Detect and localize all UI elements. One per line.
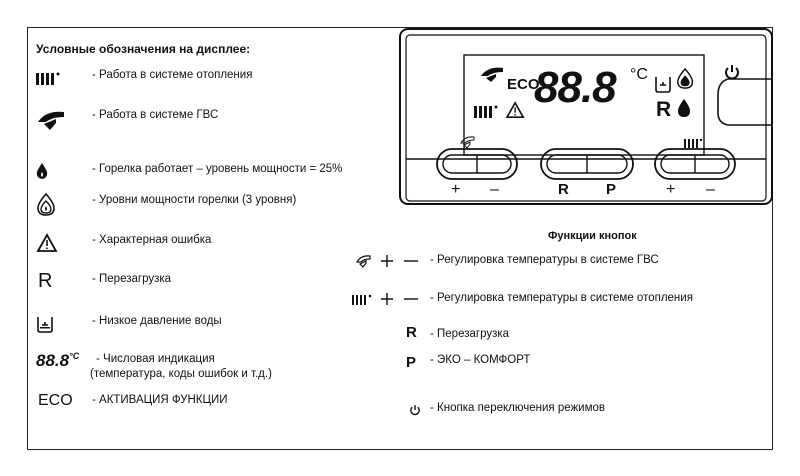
- power-icon: [722, 62, 742, 82]
- legend-text: - Уровни мощности горелки (3 уровня): [92, 194, 297, 206]
- dhw-button-icon: [460, 135, 476, 149]
- flame-small-icon: [36, 162, 86, 192]
- reset-glyph: R: [406, 324, 417, 341]
- heating-plus-label: +: [666, 181, 676, 198]
- reset-button-label: R: [558, 181, 569, 198]
- functions-title: Функции кнопок: [548, 230, 637, 242]
- heating-rocker-button[interactable]: [654, 148, 736, 180]
- dhw-minus-label: –: [490, 181, 499, 198]
- lcd-heating-icon: [474, 103, 504, 119]
- lcd-warning-icon: [505, 101, 527, 119]
- function-item-eco-comfort: [352, 354, 772, 372]
- lcd-low-pressure-icon: [654, 74, 674, 94]
- power-icon: [408, 403, 422, 417]
- lcd-reset-label: R: [656, 98, 672, 121]
- legend-title: Условные обозначения на дисплее:: [36, 42, 251, 56]
- eco-icon: ECO: [38, 392, 73, 409]
- function-item-mode: [352, 402, 772, 420]
- legend-text: - Перезагрузка: [92, 273, 172, 285]
- program-button-label: P: [606, 181, 617, 198]
- reset-program-rocker-button[interactable]: [540, 148, 634, 180]
- function-text: - ЭКО – КОМФОРТ: [430, 354, 531, 366]
- legend-text: - Работа в системе ГВС: [92, 109, 219, 121]
- plus-icon: [380, 254, 394, 268]
- minus-icon: [402, 254, 420, 268]
- warning-icon: [36, 233, 86, 263]
- lcd-flame-levels-icon: [676, 66, 696, 92]
- low-pressure-icon: [36, 314, 86, 344]
- function-item-heating: [352, 292, 772, 310]
- power-button[interactable]: [722, 62, 742, 82]
- lcd-digits: 88.8: [534, 63, 616, 112]
- legend-text: - Работа в системе отопления: [92, 69, 253, 81]
- lcd-flame-small-icon: [677, 98, 691, 118]
- minus-icon: [402, 292, 420, 306]
- legend-text: - АКТИВАЦИЯ ФУНКЦИИ: [92, 394, 228, 406]
- digits-icon: [36, 351, 92, 381]
- plus-icon: [380, 292, 394, 306]
- function-text: - Регулировка температуры в системе ГВС: [430, 254, 659, 266]
- dhw-tap-icon: [36, 108, 86, 138]
- reset-icon: R: [38, 270, 53, 292]
- flame-levels-icon: [36, 193, 86, 223]
- function-text: - Кнопка переключения режимов: [430, 402, 606, 414]
- function-item-dhw: [352, 254, 772, 272]
- function-item-reset: [352, 326, 772, 344]
- heating-minus-label: –: [706, 181, 715, 198]
- lcd-eco-label: ECO: [507, 76, 540, 93]
- dhw-plus-label: +: [451, 181, 461, 198]
- legend-text: - Горелка работает – уровень мощности = 25%: [92, 163, 343, 175]
- heating-icon: [352, 293, 376, 307]
- function-text: - Перезагрузка: [430, 328, 510, 340]
- legend-text: - Числовая индикация: [96, 353, 215, 365]
- dhw-tap-icon: [352, 254, 376, 268]
- digits-unit: °C: [69, 351, 80, 361]
- digits-glyph: 88.8: [36, 351, 70, 370]
- dhw-rocker-button[interactable]: [436, 148, 518, 180]
- legend-text-2: (температура, коды ошибок и т.д.): [90, 368, 272, 380]
- heating-icon: [36, 68, 86, 98]
- legend-text: - Низкое давление воды: [92, 315, 222, 327]
- legend-text: - Характерная ошибка: [92, 234, 212, 246]
- program-glyph: P: [406, 354, 417, 371]
- function-text: - Регулировка температуры в системе отопления: [430, 292, 693, 304]
- lcd-unit: °C: [630, 66, 648, 83]
